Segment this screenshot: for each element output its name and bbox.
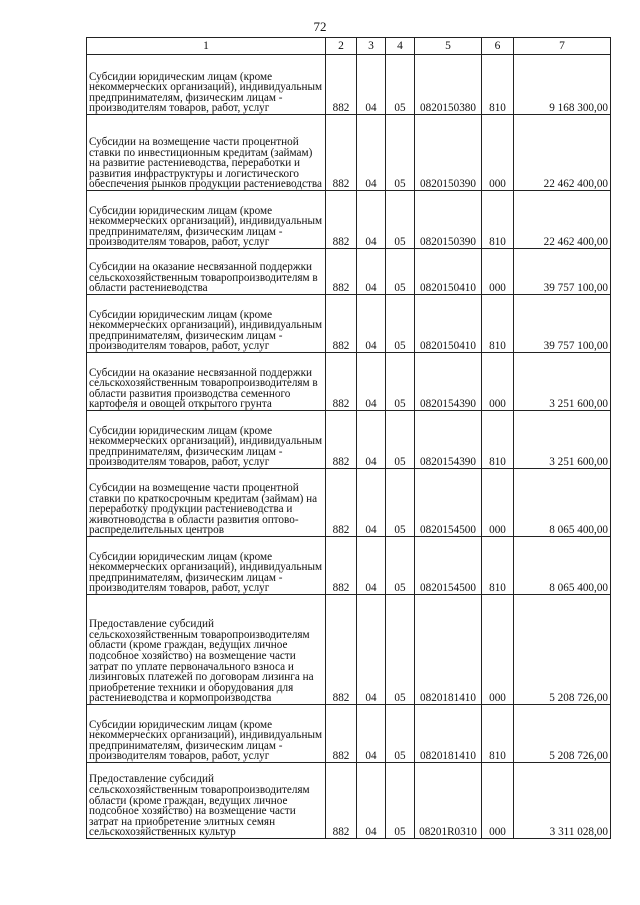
target-article-code: 0820154500 [415, 537, 482, 595]
target-article-code: 0820154390 [415, 411, 482, 469]
target-article-code: 0820150390 [415, 191, 482, 249]
table-row [87, 353, 611, 411]
subsection-code: 05 [386, 353, 415, 411]
expense-type-code: 810 [482, 705, 514, 763]
section-code: 04 [357, 705, 386, 763]
table-row [87, 469, 611, 537]
chapter-code: 882 [326, 595, 357, 705]
column-header: 1 [87, 38, 326, 55]
chapter-code: 882 [326, 115, 357, 191]
row-description: Субсидии на возмещение части процентной ставки по инвестиционным кредитам (займам) на развитие растениеводства, переработки и развития инфраструктуры и логистического обеспечения рынков продукции растениеводства [87, 115, 326, 191]
chapter-code: 882 [326, 411, 357, 469]
chapter-code: 882 [326, 353, 357, 411]
amount: 22 462 400,00 [514, 191, 611, 249]
target-article-code: 0820181410 [415, 705, 482, 763]
section-code: 04 [357, 595, 386, 705]
section-code: 04 [357, 537, 386, 595]
table-row [87, 249, 611, 295]
subsection-code: 05 [386, 55, 415, 115]
row-description: Предоставление субсидий сельскохозяйственным товаропроизводителям области (кроме граждан, ведущих личное подсобное хозяйство) на возмещение части затрат по уплате первоначального взноса и лизинговых платежей по договорам лизинга на приобретение техники и оборудования для растениеводства и кормопроизводства [87, 595, 326, 705]
target-article-code: 0820150390 [415, 115, 482, 191]
target-article-code: 0820150410 [415, 249, 482, 295]
section-code: 04 [357, 115, 386, 191]
table-row [87, 411, 611, 469]
subsection-code: 05 [386, 295, 415, 353]
table-row [87, 191, 611, 249]
expense-type-code: 000 [482, 763, 514, 839]
expense-type-code: 810 [482, 55, 514, 115]
target-article-code: 0820154390 [415, 353, 482, 411]
row-description: Предоставление субсидий сельскохозяйственным товаропроизводителям области (кроме граждан, ведущих личное подсобное хозяйство) на возмещение части затрат на приобретение элитных семян сельскохозяйственных культур [87, 763, 326, 839]
amount: 5 208 726,00 [514, 705, 611, 763]
row-description: Субсидии юридическим лицам (кроме некоммерческих организаций), индивидуальным предпринимателям, физическим лицам - производителям товаров, работ, услуг [87, 55, 326, 115]
expense-type-code: 810 [482, 537, 514, 595]
chapter-code: 882 [326, 469, 357, 537]
subsection-code: 05 [386, 191, 415, 249]
table-row [87, 537, 611, 595]
amount: 8 065 400,00 [514, 537, 611, 595]
amount: 3 251 600,00 [514, 353, 611, 411]
expense-type-code: 000 [482, 115, 514, 191]
row-description: Субсидии на возмещение части процентной ставки по краткосрочным кредитам (займам) на переработку продукции растениеводства и животноводства в области развития оптово-распределительных центров [87, 469, 326, 537]
row-description: Субсидии юридическим лицам (кроме некоммерческих организаций), индивидуальным предпринимателям, физическим лицам - производителям товаров, работ, услуг [87, 295, 326, 353]
section-code: 04 [357, 55, 386, 115]
subsection-code: 05 [386, 411, 415, 469]
subsection-code: 05 [386, 469, 415, 537]
column-header: 6 [482, 38, 514, 55]
expense-type-code: 000 [482, 353, 514, 411]
table-header-row [87, 38, 611, 55]
table-row [87, 115, 611, 191]
expense-type-code: 810 [482, 411, 514, 469]
table-row [87, 705, 611, 763]
target-article-code: 08201R0310 [415, 763, 482, 839]
target-article-code: 0820150380 [415, 55, 482, 115]
subsection-code: 05 [386, 115, 415, 191]
column-header: 2 [326, 38, 357, 55]
amount: 5 208 726,00 [514, 595, 611, 705]
expense-type-code: 000 [482, 595, 514, 705]
amount: 39 757 100,00 [514, 249, 611, 295]
table-row [87, 295, 611, 353]
section-code: 04 [357, 411, 386, 469]
chapter-code: 882 [326, 249, 357, 295]
budget-table [86, 37, 611, 839]
chapter-code: 882 [326, 537, 357, 595]
row-description: Субсидии юридическим лицам (кроме некоммерческих организаций), индивидуальным предпринимателям, физическим лицам - производителям товаров, работ, услуг [87, 537, 326, 595]
table-row [87, 55, 611, 115]
table-row [87, 595, 611, 705]
amount: 22 462 400,00 [514, 115, 611, 191]
row-description: Субсидии юридическим лицам (кроме некоммерческих организаций), индивидуальным предпринимателям, физическим лицам - производителям товаров, работ, услуг [87, 191, 326, 249]
subsection-code: 05 [386, 249, 415, 295]
expense-type-code: 810 [482, 191, 514, 249]
page-number: 72 [313, 19, 327, 34]
table-row [87, 763, 611, 839]
chapter-code: 882 [326, 191, 357, 249]
section-code: 04 [357, 295, 386, 353]
section-code: 04 [357, 353, 386, 411]
chapter-code: 882 [326, 705, 357, 763]
target-article-code: 0820154500 [415, 469, 482, 537]
chapter-code: 882 [326, 295, 357, 353]
row-description: Субсидии на оказание несвязанной поддержки сельскохозяйственным товаропроизводителям в области растениеводства [87, 249, 326, 295]
amount: 3 251 600,00 [514, 411, 611, 469]
column-header: 3 [357, 38, 386, 55]
column-header: 5 [415, 38, 482, 55]
row-description: Субсидии юридическим лицам (кроме некоммерческих организаций), индивидуальным предпринимателям, физическим лицам - производителям товаров, работ, услуг [87, 705, 326, 763]
amount: 8 065 400,00 [514, 469, 611, 537]
expense-type-code: 000 [482, 469, 514, 537]
subsection-code: 05 [386, 705, 415, 763]
row-description: Субсидии юридическим лицам (кроме некоммерческих организаций), индивидуальным предпринимателям, физическим лицам - производителям товаров, работ, услуг [87, 411, 326, 469]
row-description: Субсидии на оказание несвязанной поддержки сельскохозяйственным товаропроизводителям в области развития производства семенного картофеля и овощей открытого грунта [87, 353, 326, 411]
subsection-code: 05 [386, 763, 415, 839]
column-header: 7 [514, 38, 611, 55]
chapter-code: 882 [326, 55, 357, 115]
amount: 9 168 300,00 [514, 55, 611, 115]
target-article-code: 0820150410 [415, 295, 482, 353]
column-header: 4 [386, 38, 415, 55]
amount: 3 311 028,00 [514, 763, 611, 839]
section-code: 04 [357, 469, 386, 537]
target-article-code: 0820181410 [415, 595, 482, 705]
expense-type-code: 000 [482, 249, 514, 295]
section-code: 04 [357, 763, 386, 839]
amount: 39 757 100,00 [514, 295, 611, 353]
subsection-code: 05 [386, 595, 415, 705]
section-code: 04 [357, 191, 386, 249]
chapter-code: 882 [326, 763, 357, 839]
subsection-code: 05 [386, 537, 415, 595]
section-code: 04 [357, 249, 386, 295]
expense-type-code: 810 [482, 295, 514, 353]
